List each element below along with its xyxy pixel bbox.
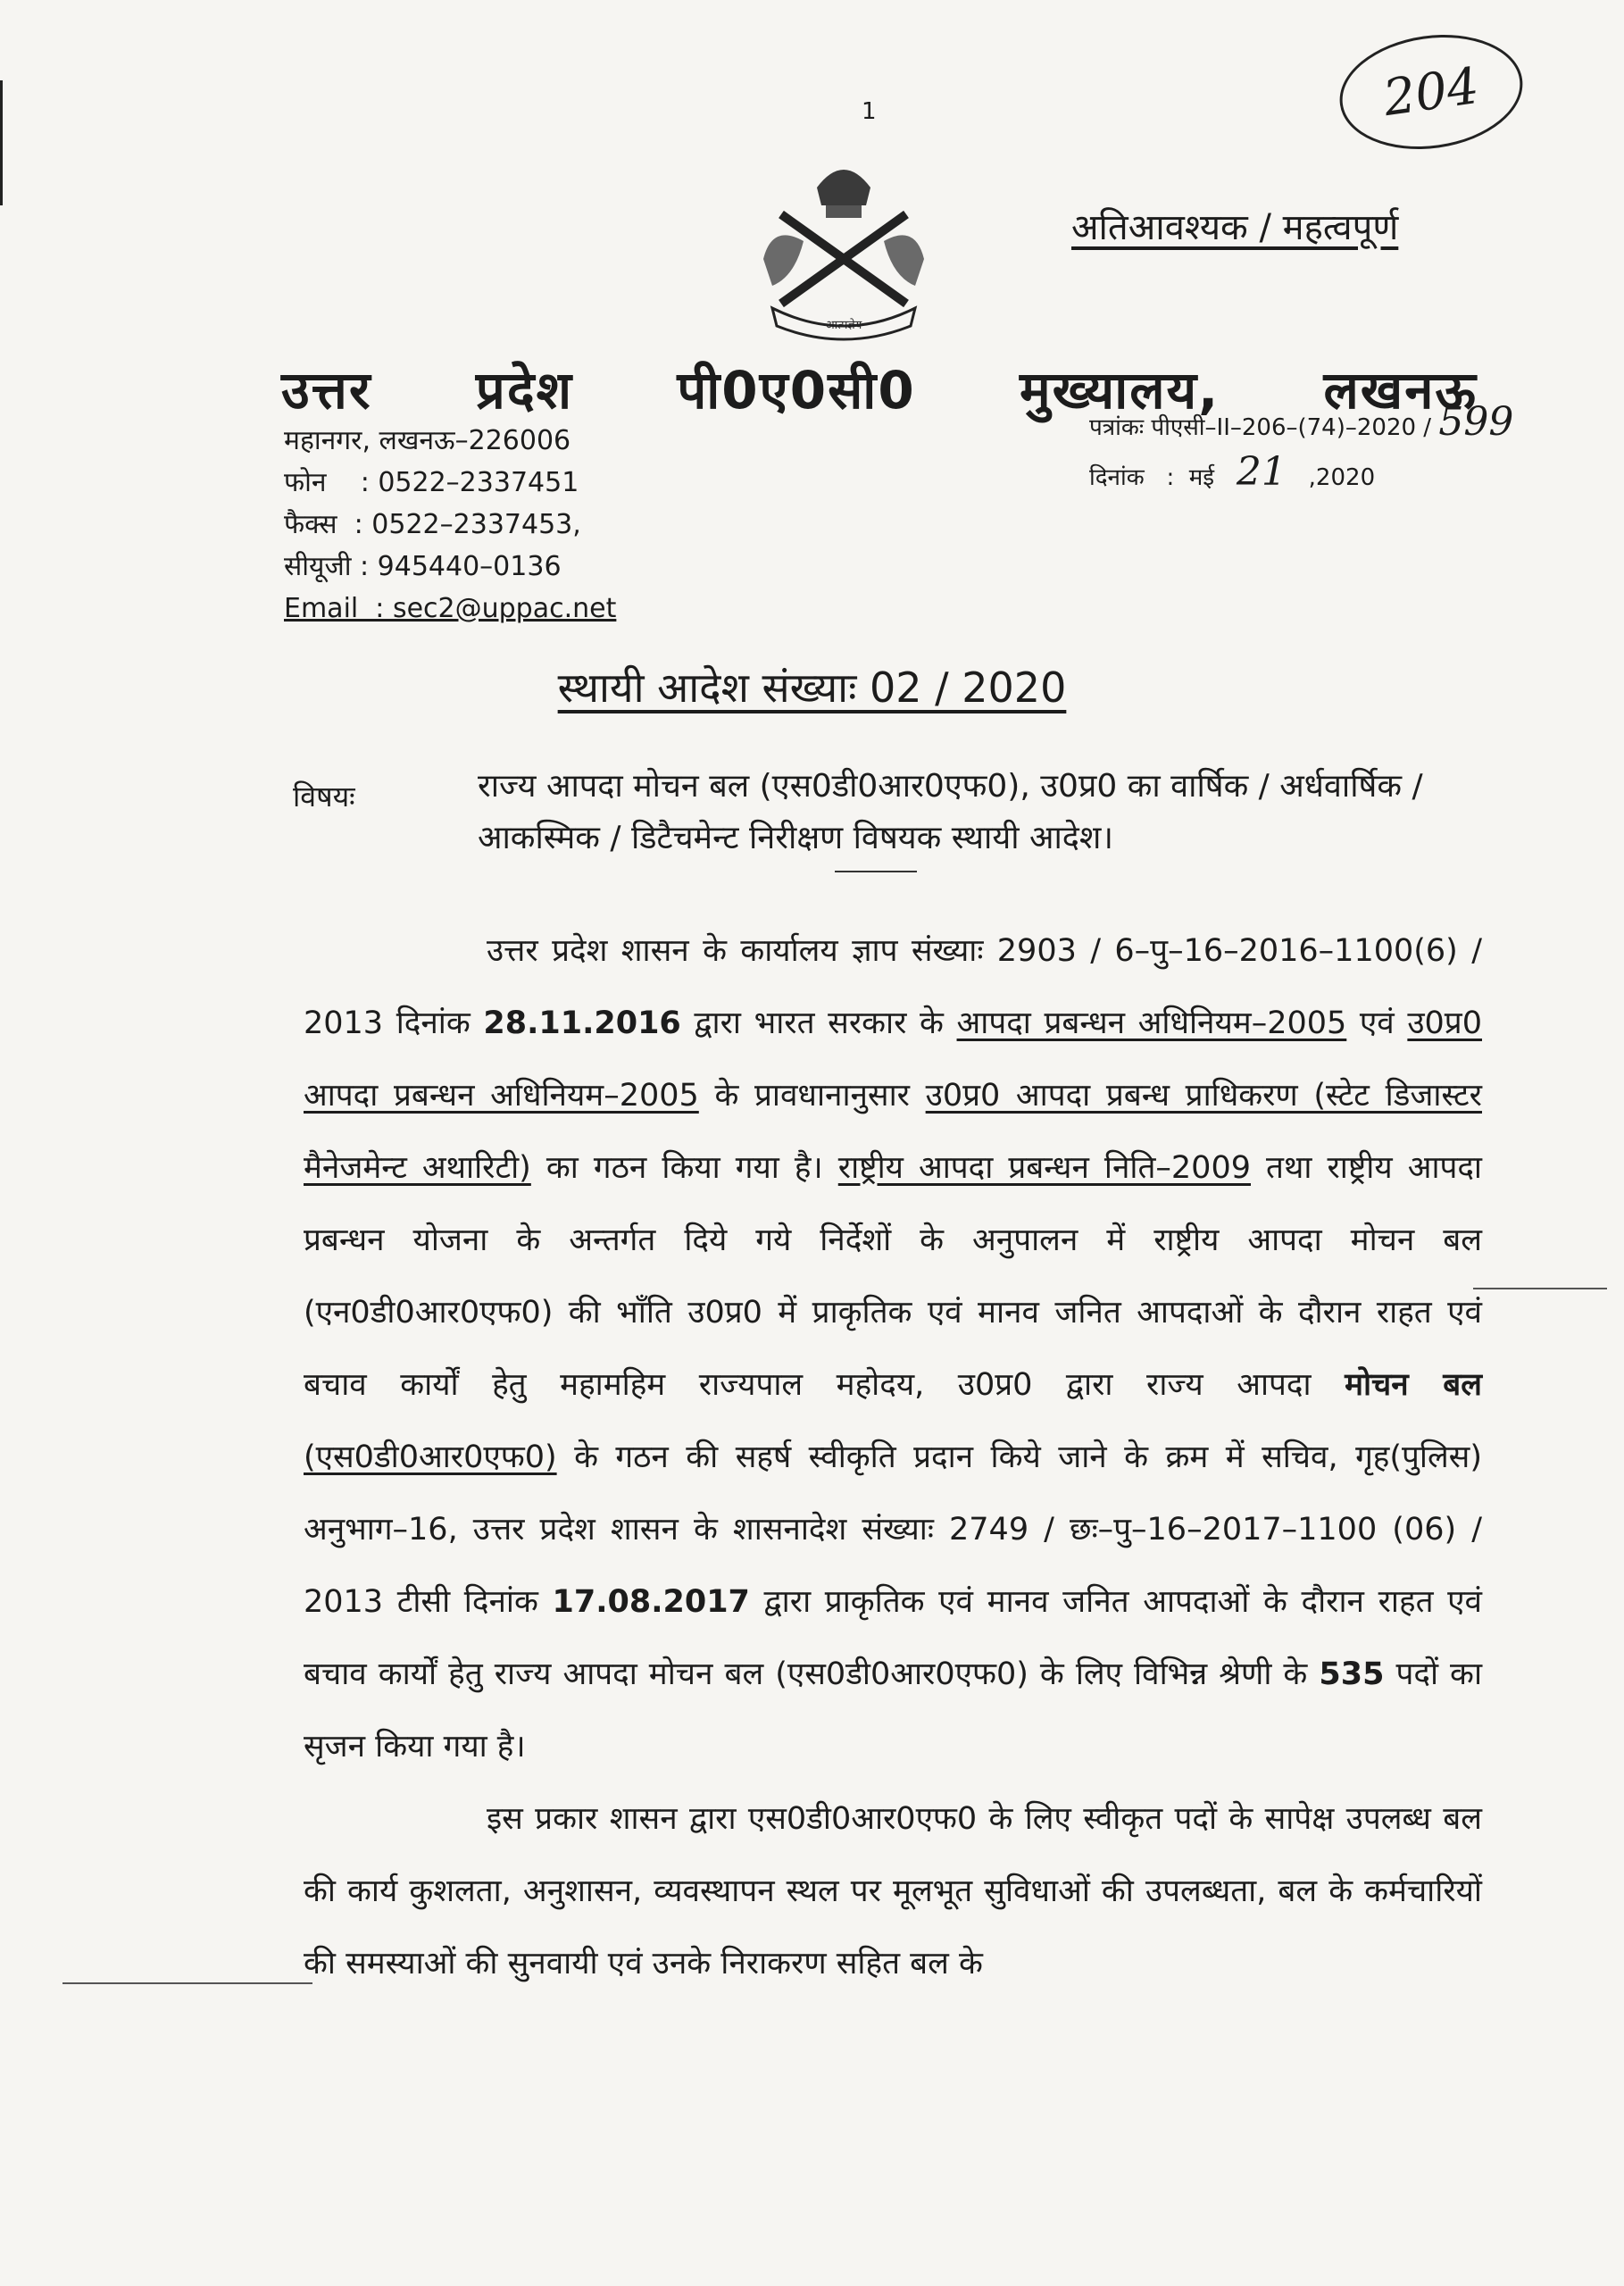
email: Email : sec2@uppac.net [284, 593, 617, 624]
margin-stroke [1473, 1288, 1607, 1289]
org-word: प्रदेश [475, 360, 574, 421]
divider [835, 871, 917, 872]
priority-label: अतिआवश्यक / महत्वपूर्ण [1071, 207, 1399, 248]
svg-text:आत्मज्ञेय: आत्मज्ञेय [825, 319, 862, 332]
date-day-handwritten: 21 [1236, 449, 1287, 495]
org-word: लखनऊ [1323, 360, 1478, 421]
paragraph-1: उत्तर प्रदेश शासन के कार्यालय ज्ञाप संख्याः 2903 / 6–पु–16–2016–1100(6) / 2013 दिनांक 28.11.2016 द्वारा भारत सरकार के आपदा प्रबन्धन अधिनियम–2005 एवं उ0प्र0 आपदा प्रबन्धन अधिनियम–2005 के प्रावधानानुसार उ0प्र0 आपदा प्रबन्ध प्राधिकरण (स्टेट डिजास्टर मैनेजमेन्ट अथारिटी) का गठन किया गया है। राष्ट्रीय आपदा प्रबन्धन निति–2009 तथा राष्ट्रीय आपदा प्रबन्धन योजना के अन्तर्गत दिये गये निर्देशों के अनुपालन में राष्ट्रीय आपदा मोचन बल (एन0डी0आर0एफ0) की भाँति उ0प्र0 में प्राकृतिक एवं मानव जनित आपदाओं के दौरान राहत एवं बचाव कार्यों हेतु महामहिम राज्यपाल महोदय, उ0प्र0 द्वारा राज्य आपदा मोचन बल (एस0डी0आर0एफ0) के गठन की सहर्ष स्वीकृति प्रदान किये जाने के क्रम में सचिव, गृह(पुलिस) अनुभाग–16, उत्तर प्रदेश शासन के शासनादेश संख्याः 2749 / छः–पु–16–2017–1100 (06) / 2013 टीसी दिनांक 17.08.2017 द्वारा प्राकृतिक एवं मानव जनित आपदाओं के दौरान राहत एवं बचाव कार्यों हेतु राज्य आपदा मोचन बल (एस0डी0आर0एफ0) के लिए विभिन्न श्रेणी के 535 पदों का सृजन किया गया है। [304, 933, 1483, 1765]
org-word: मुख्यालय, [1019, 360, 1220, 421]
contact-block [284, 420, 616, 630]
pac-emblem-icon [754, 152, 933, 348]
handwritten-page-number: 204 [1332, 23, 1530, 160]
paragraph-2: इस प्रकार शासन द्वारा एस0डी0आर0एफ0 के लिए स्वीकृत पदों के सापेक्ष उपलब्ध बल की कार्य कुशलता, अनुशासन, व्यवस्थापन स्थल पर मूलभूत सुविधाओं की उपलब्धता, बल के कर्मचारियों की समस्याओं की सुनवायी एवं उनके निराकरण सहित बल के [304, 1801, 1482, 1981]
phone: फोन : 0522–2337451 [284, 467, 579, 498]
reference-number: पत्रांकः पीएसी–II–206–(74)–2020 / [1089, 414, 1432, 441]
cug-number: सीयूजी : 945440–0136 [284, 551, 562, 582]
fax: फैक्स : 0522–2337453, [284, 509, 581, 540]
subject-label: विषयः [293, 780, 355, 813]
reference-block [1089, 400, 1513, 500]
org-word: उत्तर [281, 360, 372, 421]
org-word: पी0ए0सी0 [677, 360, 916, 421]
date-label: दिनांक : मई [1089, 464, 1215, 491]
document-body [304, 915, 1482, 2000]
scan-margin-mark [0, 80, 3, 205]
page-number: 1 [862, 98, 877, 125]
date-year: ,2020 [1308, 464, 1376, 491]
order-title: स्थायी आदेश संख्याः 02 / 2020 [557, 663, 1067, 712]
reference-number-handwritten: 599 [1438, 399, 1514, 445]
margin-stroke [62, 1982, 312, 1984]
subject-text: राज्य आपदा मोचन बल (एस0डी0आर0एफ0), उ0प्र0 का वार्षिक / अर्धवार्षिक / आकस्मिक / डिटैचमेन्ट निरीक्षण विषयक स्थायी आदेश। [478, 768, 1423, 856]
address: महानगर, लखनऊ–226006 [284, 425, 571, 456]
